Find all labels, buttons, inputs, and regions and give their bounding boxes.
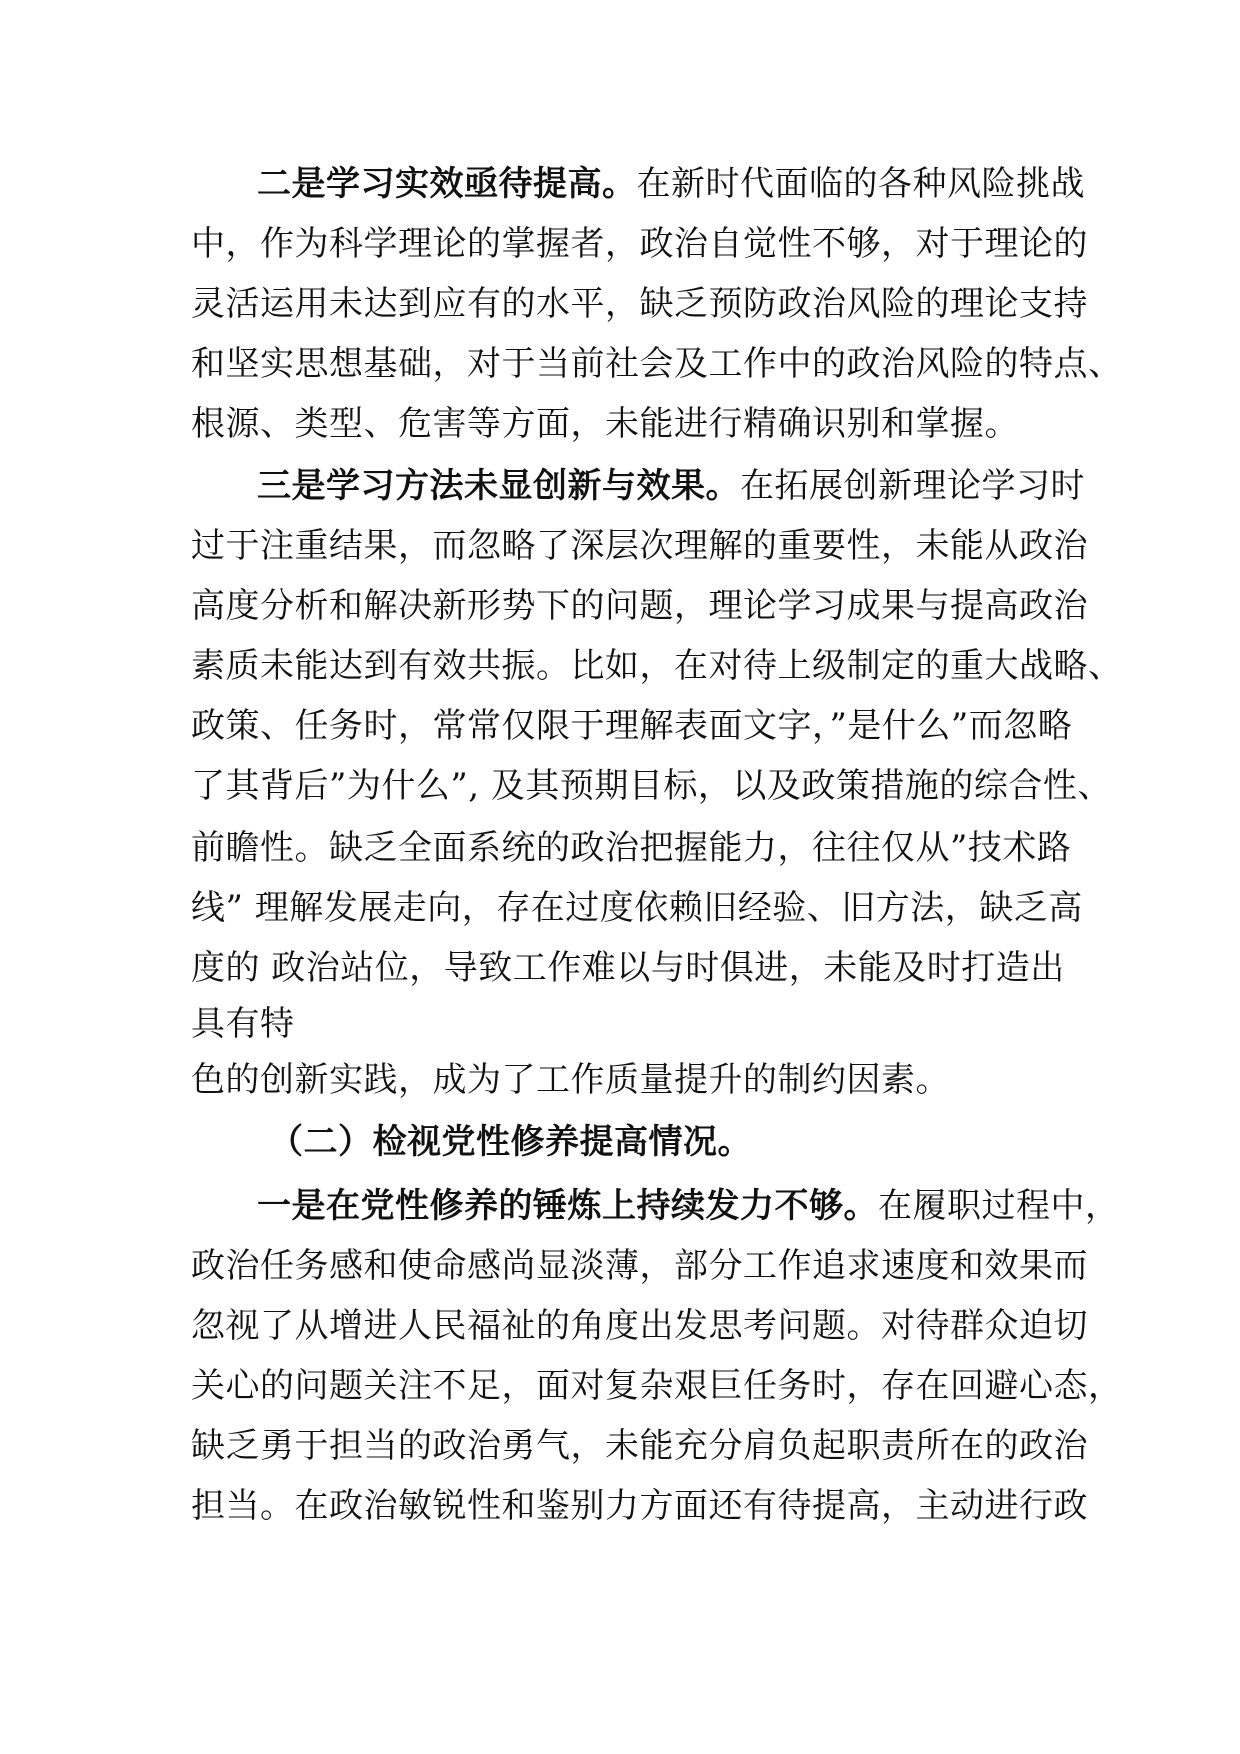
paragraph-3-lead: 一是在党性修养的锤炼上持续发力不够。 — [257, 1186, 878, 1226]
paragraph-3-line-5: 缺乏勇于担当的政治勇气，未能充分肩负起职责所在的政治 — [191, 1426, 1088, 1466]
paragraph-1-lead: 二是学习实效亟待提高。 — [257, 164, 637, 204]
paragraph-1-line-4: 和坚实思想基础，对于当前社会及工作中的政治风险的特点、 — [191, 344, 1123, 384]
paragraph-2-line-9: 度的 政治站位，导致工作难以与时俱进，未能及时打造出 — [191, 948, 1065, 988]
paragraph-3-text: 在履职过程中， — [878, 1186, 1120, 1226]
paragraph-3-line-2: 政治任务感和使命感尚显淡薄，部分工作追求速度和效果而 — [191, 1246, 1088, 1286]
paragraph-1-line-5: 根源、类型、危害等方面，未能进行精确识别和掌握。 — [191, 404, 1019, 444]
paragraph-2-line-6: 了其背后”为什么”, 及其预期目标，以及政策措施的综合性、 — [191, 766, 1112, 806]
paragraph-2-line-10: 具有特 — [191, 1004, 295, 1044]
paragraph-2-line-5: 政策、任务时，常常仅限于理解表面文字，”是什么”而忽略 — [191, 706, 1073, 746]
paragraph-2-line-4: 素质未能达到有效共振。比如，在对待上级制定的重大战略、 — [191, 646, 1123, 686]
paragraph-2-line-3: 高度分析和解决新形势下的问题，理论学习成果与提高政治 — [191, 586, 1088, 626]
paragraph-2-line-1 — [257, 464, 1137, 508]
paragraph-1-line-3: 灵活运用未达到应有的水平，缺乏预防政治风险的理论支持 — [191, 284, 1088, 324]
section-heading: （二）检视党性修养提高情况。 — [269, 1122, 752, 1162]
paragraph-2-lead: 三是学习方法未显创新与效果。 — [257, 466, 740, 506]
paragraph-3-line-4: 关心的问题关注不足，面对复杂艰巨任务时，存在回避心态， — [191, 1366, 1123, 1406]
paragraph-3-line-3: 忽视了从增进人民福祉的角度出发思考问题。对待群众迫切 — [191, 1306, 1088, 1346]
paragraph-3-line-1 — [257, 1184, 1137, 1228]
paragraph-1-line-2: 中，作为科学理论的掌握者，政治自觉性不够，对于理论的 — [191, 224, 1088, 264]
paragraph-2-line-7: 前瞻性。缺乏全面系统的政治把握能力，往往仅从”技术路 — [191, 828, 1072, 868]
paragraph-1-line-1 — [257, 162, 1137, 206]
paragraph-2-line-2: 过于注重结果，而忽略了深层次理解的重要性，未能从政治 — [191, 526, 1088, 566]
paragraph-1-text: 在新时代面临的各种风险挑战 — [636, 164, 1085, 204]
paragraph-2-line-8: 线” 理解发展走向，存在过度依赖旧经验、旧方法，缺乏高 — [191, 888, 1083, 928]
paragraph-3-line-6: 担当。在政治敏锐性和鉴别力方面还有待提高，主动进行政 — [191, 1486, 1088, 1526]
paragraph-2-line-11: 色的创新实践，成为了工作质量提升的制约因素。 — [191, 1060, 950, 1100]
paragraph-2-text: 在拓展创新理论学习时 — [740, 466, 1085, 506]
